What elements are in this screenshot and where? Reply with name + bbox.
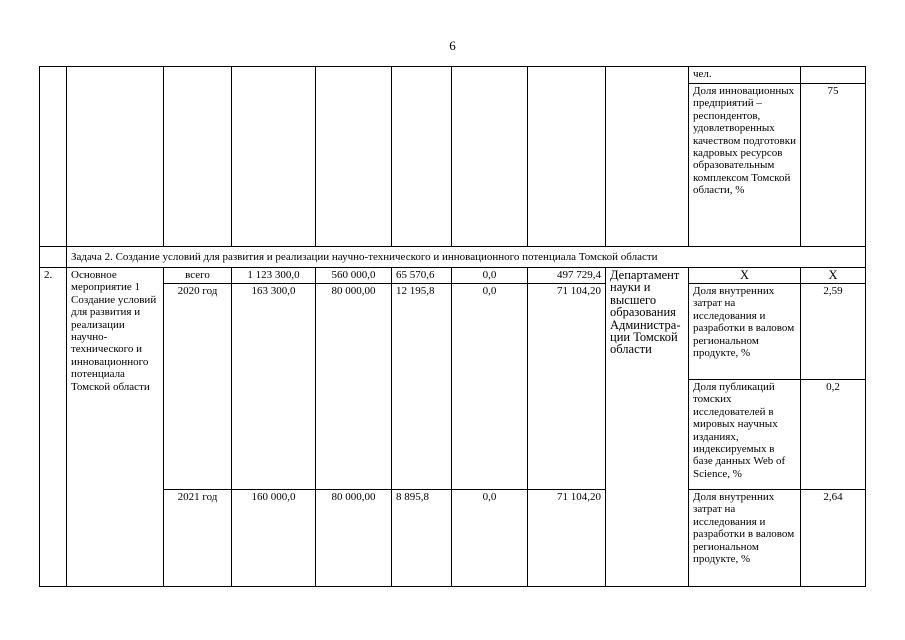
indicator-cell: Доля внутренних затрат на исследования и разработки в валовом региональном продукте, % — [689, 490, 801, 587]
indicator-cell: Доля инновационных предприятий – респондентов, удовлетворенных качеством подготовки кадровых ресурсов образовательным комплексом Томской области, % — [689, 84, 801, 247]
cell-empty — [67, 67, 164, 247]
local-cell: 0,0 — [452, 284, 528, 490]
measure-name: Основное мероприятие 1 Создание условий для развития и реализации научно-технического и инновационного потенциала Томской области — [67, 268, 164, 587]
cell-empty — [452, 67, 528, 247]
regional-cell: 8 895,8 — [392, 490, 452, 587]
task-heading-row — [40, 247, 866, 268]
measure-number: 2. — [40, 268, 67, 587]
table-row — [40, 67, 866, 84]
cell-empty — [392, 67, 452, 247]
period-cell: 2021 год — [164, 490, 232, 587]
total-cell: 1 123 300,0 — [232, 268, 316, 284]
cell-empty — [40, 247, 67, 268]
regional-cell: 12 195,8 — [392, 284, 452, 490]
regional-cell: 65 570,6 — [392, 268, 452, 284]
total-cell: 163 300,0 — [232, 284, 316, 490]
total-cell: 160 000,0 — [232, 490, 316, 587]
executor-cell: Департамент науки и высшего образования Администра-ции Томской области — [606, 268, 689, 587]
cell-empty — [164, 67, 232, 247]
table-row — [40, 284, 866, 380]
other-cell: 71 104,20 — [528, 284, 606, 490]
indicator-cell: Доля внутренних затрат на исследования и разработки в валовом региональном продукте, % — [689, 284, 801, 380]
table-row — [40, 268, 866, 284]
indicator-cell: X — [689, 268, 801, 284]
other-cell: 497 729,4 — [528, 268, 606, 284]
value-cell: 0,2 — [801, 380, 866, 490]
program-table — [39, 66, 866, 587]
cell-empty — [528, 67, 606, 247]
cell-empty — [232, 67, 316, 247]
cell-empty — [606, 67, 689, 247]
indicator-cell: Доля публикаций томских исследователей в мировых научных изданиях, индексируемых в базе данных Web of Science, % — [689, 380, 801, 490]
other-cell: 71 104,20 — [528, 490, 606, 587]
period-cell: всего — [164, 268, 232, 284]
value-cell: 2,59 — [801, 284, 866, 380]
period-cell: 2020 год — [164, 284, 232, 490]
federal-cell: 80 000,00 — [316, 490, 392, 587]
cell-empty — [40, 67, 67, 247]
value-cell — [801, 67, 866, 84]
value-cell: 2,64 — [801, 490, 866, 587]
value-cell: 75 — [801, 84, 866, 247]
local-cell: 0,0 — [452, 490, 528, 587]
indicator-cell: чел. — [689, 67, 801, 84]
task-heading: Задача 2. Создание условий для развития и реализации научно-технического и инновационного потенциала Томской области — [67, 247, 866, 268]
value-cell: X — [801, 268, 866, 284]
page-number: 6 — [449, 38, 456, 53]
local-cell: 0,0 — [452, 268, 528, 284]
table-row — [40, 490, 866, 587]
federal-cell: 80 000,00 — [316, 284, 392, 490]
federal-cell: 560 000,0 — [316, 268, 392, 284]
cell-empty — [316, 67, 392, 247]
